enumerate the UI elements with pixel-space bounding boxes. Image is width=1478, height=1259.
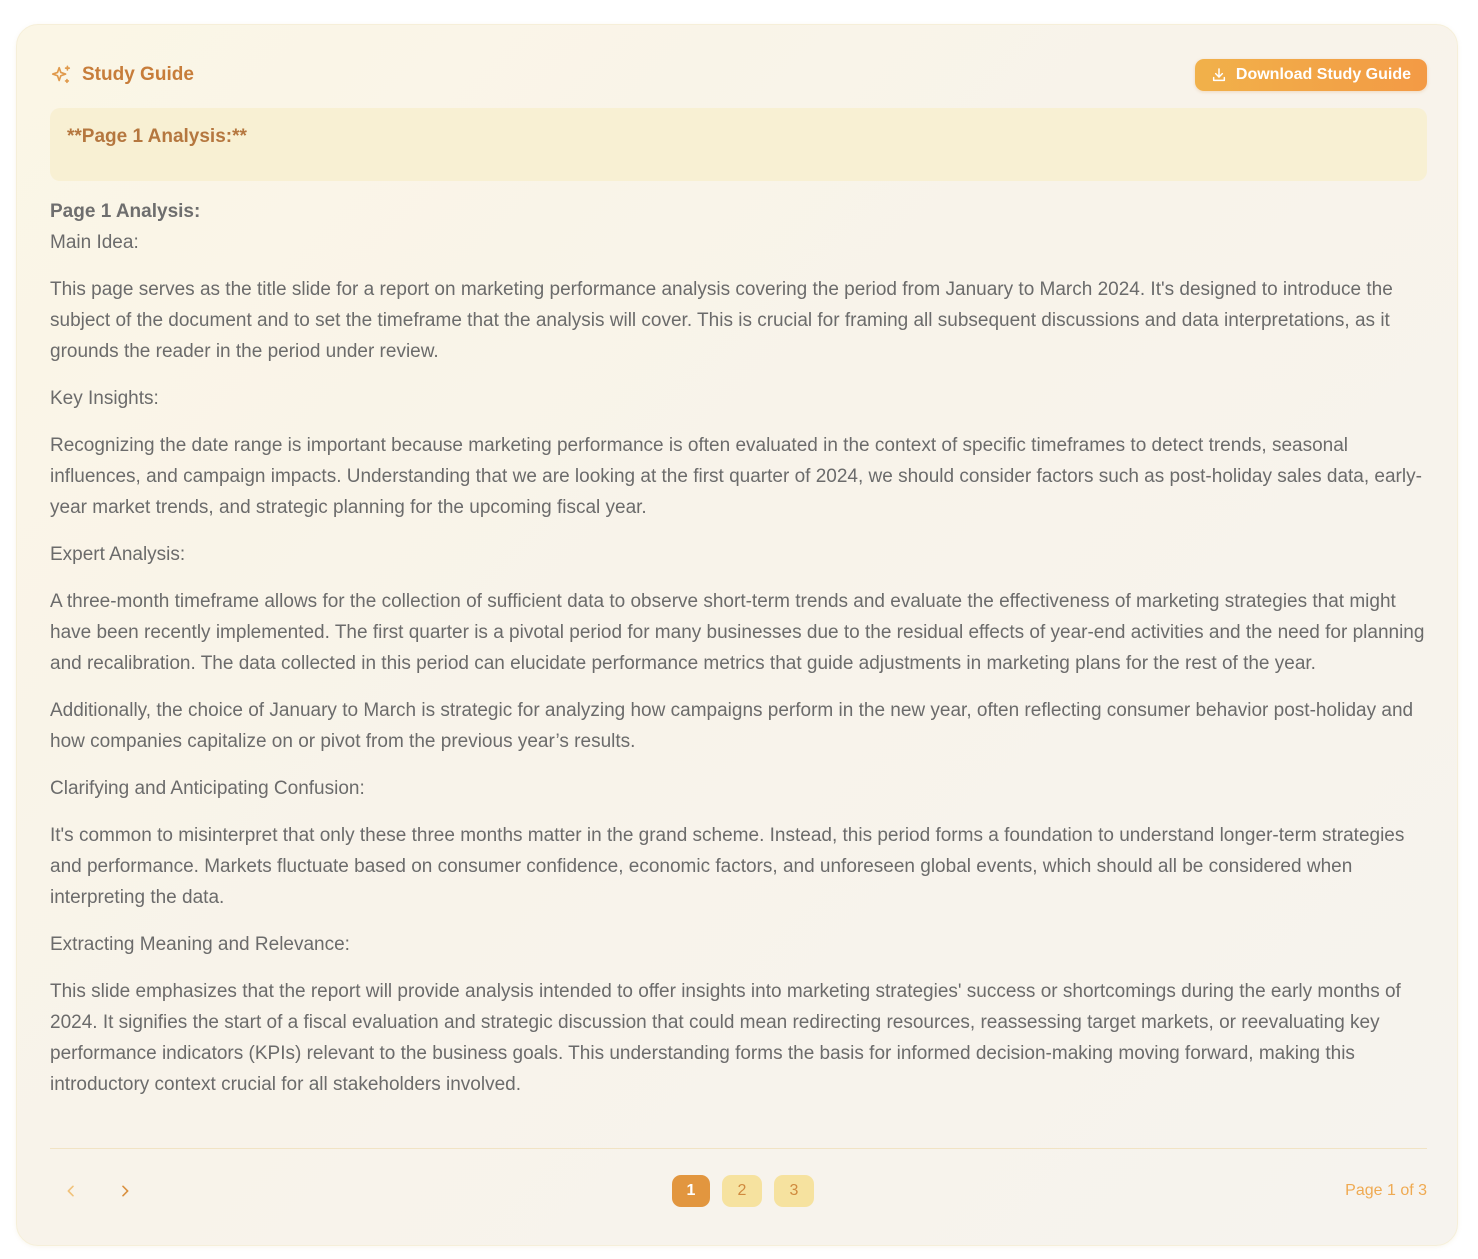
header-title-group — [50, 59, 194, 91]
section-heading-clarifying: Clarifying and Anticipating Confusion: — [50, 778, 365, 799]
next-page-button[interactable] — [108, 1175, 142, 1209]
download-button-label: Download Study Guide — [1235, 66, 1411, 83]
chevron-right-icon — [117, 1183, 133, 1202]
download-icon — [1211, 67, 1227, 83]
paragraph-main-idea: This page serves as the title slide for a report on marketing performance analysis covering the period from January to March 2024. It's designed to introduce the subject of the document and to set the timeframe that the analysis will cover. This is crucial for framing all subsequent discussions and data interpretations, as it grounds the reader in the period under review. — [50, 279, 1393, 362]
header-title: Study Guide — [82, 64, 194, 85]
study-guide-content — [50, 196, 1430, 1116]
paragraph-expert-analysis-2: Additionally, the choice of January to March is strategic for analyzing how campaigns perform in the new year, often reflecting consumer behavior post-holiday and how companies capitalize on or pivot from the previous year’s results. — [50, 700, 1414, 752]
paragraph-extracting-meaning: This slide emphasizes that the report will provide analysis intended to offer insights into marketing strategies' success or shortcomings during the early months of 2024. It signifies the start of a fiscal evaluation and strategic discussion that could mean redirecting resources, reassessing target markets, or reevaluating key performance indicators (KPIs) relevant to the business goals. This understanding forms the basis for informed decision-making moving forward, making this introductory context crucial for all stakeholders involved. — [50, 981, 1401, 1095]
chevron-left-icon — [63, 1183, 79, 1202]
page-button-1[interactable]: 1 — [672, 1175, 710, 1207]
page-number-list — [672, 1175, 814, 1207]
study-guide-card — [16, 24, 1458, 1246]
download-study-guide-button[interactable] — [1195, 59, 1427, 91]
section-heading-key-insights: Key Insights: — [50, 388, 159, 409]
previous-page-button[interactable] — [54, 1175, 88, 1209]
paragraph-key-insights: Recognizing the date range is important because marketing performance is often evaluated in the context of specific timeframes to detect trends, seasonal influences, and campaign impacts. Understanding that we are looking at the first quarter of 2024, we should consider factors such as post-holiday sales data, early-year market trends, and strategic planning for the upcoming fiscal year. — [50, 435, 1422, 518]
section-heading-extracting-meaning: Extracting Meaning and Relevance: — [50, 934, 350, 955]
page-heading: Page 1 Analysis: — [50, 201, 201, 222]
sparkles-icon — [50, 64, 72, 86]
paragraph-clarifying: It's common to misinterpret that only these three months matter in the grand scheme. Instead, this period forms a foundation to understand longer-term strategies and performance. Markets fluctuate based on consumer confidence, economic factors, and unforeseen global events, which should all be considered when interpreting the data. — [50, 825, 1405, 908]
footer-divider — [50, 1148, 1427, 1149]
pagination-bar — [50, 1175, 1427, 1209]
page-indicator: Page 1 of 3 — [1345, 1182, 1427, 1199]
page-button-3[interactable]: 3 — [774, 1175, 814, 1207]
page-button-2[interactable]: 2 — [722, 1175, 762, 1207]
banner-text: **Page 1 Analysis:** — [67, 126, 247, 147]
section-heading-expert-analysis: Expert Analysis: — [50, 544, 186, 565]
paragraph-expert-analysis-1: A three-month timeframe allows for the collection of sufficient data to observe short-term trends and evaluate the effectiveness of marketing strategies that might have been recently implemented. The first quarter is a pivotal period for many businesses due to the residual effects of year-end activities and the need for planning and recalibration. The data collected in this period can elucidate performance metrics that guide adjustments in marketing plans for the rest of the year. — [50, 591, 1425, 674]
section-heading-main-idea: Main Idea: — [50, 232, 139, 253]
page-analysis-banner — [50, 108, 1427, 181]
card-header — [50, 59, 1427, 91]
